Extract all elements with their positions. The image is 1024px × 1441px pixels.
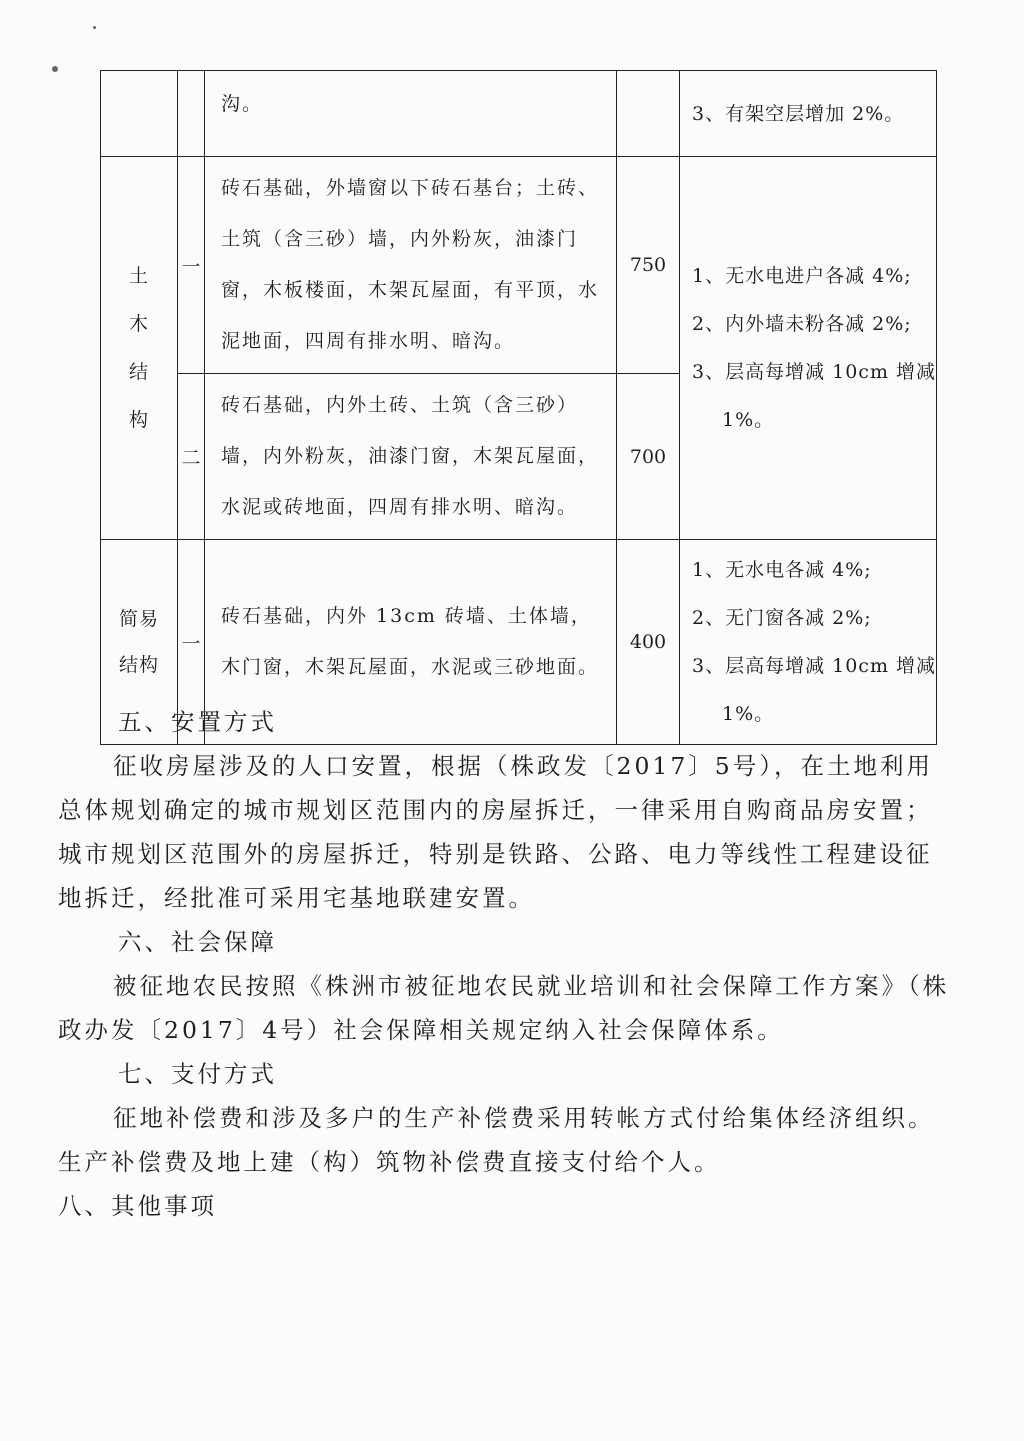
table-cell	[178, 71, 205, 157]
structure-description: 砖石基础，外墙窗以下砖石基台；土砖、土筑（含三砂）墙，内外粉灰，油漆门窗，木板楼面，木架瓦屋面，有平顶，水泥地面，四周有排水明、暗沟。	[205, 157, 617, 374]
scan-speck	[93, 26, 96, 29]
structure-description: 沟。	[205, 71, 617, 157]
section-heading: 八、其他事项	[58, 1192, 217, 1220]
table-cell	[101, 71, 178, 157]
grade-cell: 一	[178, 157, 205, 374]
table-row	[101, 157, 937, 374]
structure-category: 土 木 结 构	[101, 157, 178, 540]
structure-description: 砖石基础，内外 13cm 砖墙、土体墙，木门窗，木架瓦屋面，水泥或三砂地面。	[205, 540, 617, 745]
grade-cell: 一	[178, 540, 205, 745]
unit-price: 750	[617, 157, 680, 374]
section-paragraph: 征地补偿费和涉及多户的生产补偿费采用转帐方式付给集体经济组织。生产补偿费及地上建（构）筑物补偿费直接支付给个人。	[58, 1104, 935, 1176]
grade-cell: 二	[178, 374, 205, 540]
adjustment-notes: 1、无水电各减 4%; 2、无门窗各减 2%; 3、层高每增减 10cm 增减 1%。	[680, 540, 937, 745]
unit-price: 700	[617, 374, 680, 540]
section-paragraph: 被征地农民按照《株洲市被征地农民就业培训和社会保障工作方案》（株政办发〔2017〕4号）社会保障相关规定纳入社会保障体系。	[58, 972, 950, 1044]
section-heading: 六、社会保障	[118, 928, 277, 956]
adjustment-notes: 1、无水电进户各减 4%; 2、内外墙未粉各减 2%; 3、层高每增减 10cm 增减 1%。	[680, 157, 937, 540]
compensation-standard-table	[100, 70, 937, 745]
section-heading: 五、安置方式	[118, 708, 277, 736]
structure-description: 砖石基础，内外土砖、土筑（含三砂）墙，内外粉灰，油漆门窗，木架瓦屋面，水泥或砖地面，四周有排水明、暗沟。	[205, 374, 617, 540]
table-cell	[617, 71, 680, 157]
table-row	[101, 71, 937, 157]
section-heading: 七、支付方式	[118, 1060, 277, 1088]
structure-category: 简易 结构	[101, 540, 178, 745]
unit-price: 400	[617, 540, 680, 745]
scan-speck	[52, 66, 58, 72]
document-body	[58, 700, 958, 1228]
adjustment-note: 3、有架空层增加 2%。	[680, 71, 937, 157]
section-paragraph: 征收房屋涉及的人口安置，根据（株政发〔2017〕5号），在土地利用总体规划确定的城市规划区范围内的房屋拆迁，一律采用自购商品房安置；城市规划区范围外的房屋拆迁，特别是铁路、公路、电力等线性工程建设征地拆迁，经批准可采用宅基地联建安置。	[58, 752, 934, 912]
